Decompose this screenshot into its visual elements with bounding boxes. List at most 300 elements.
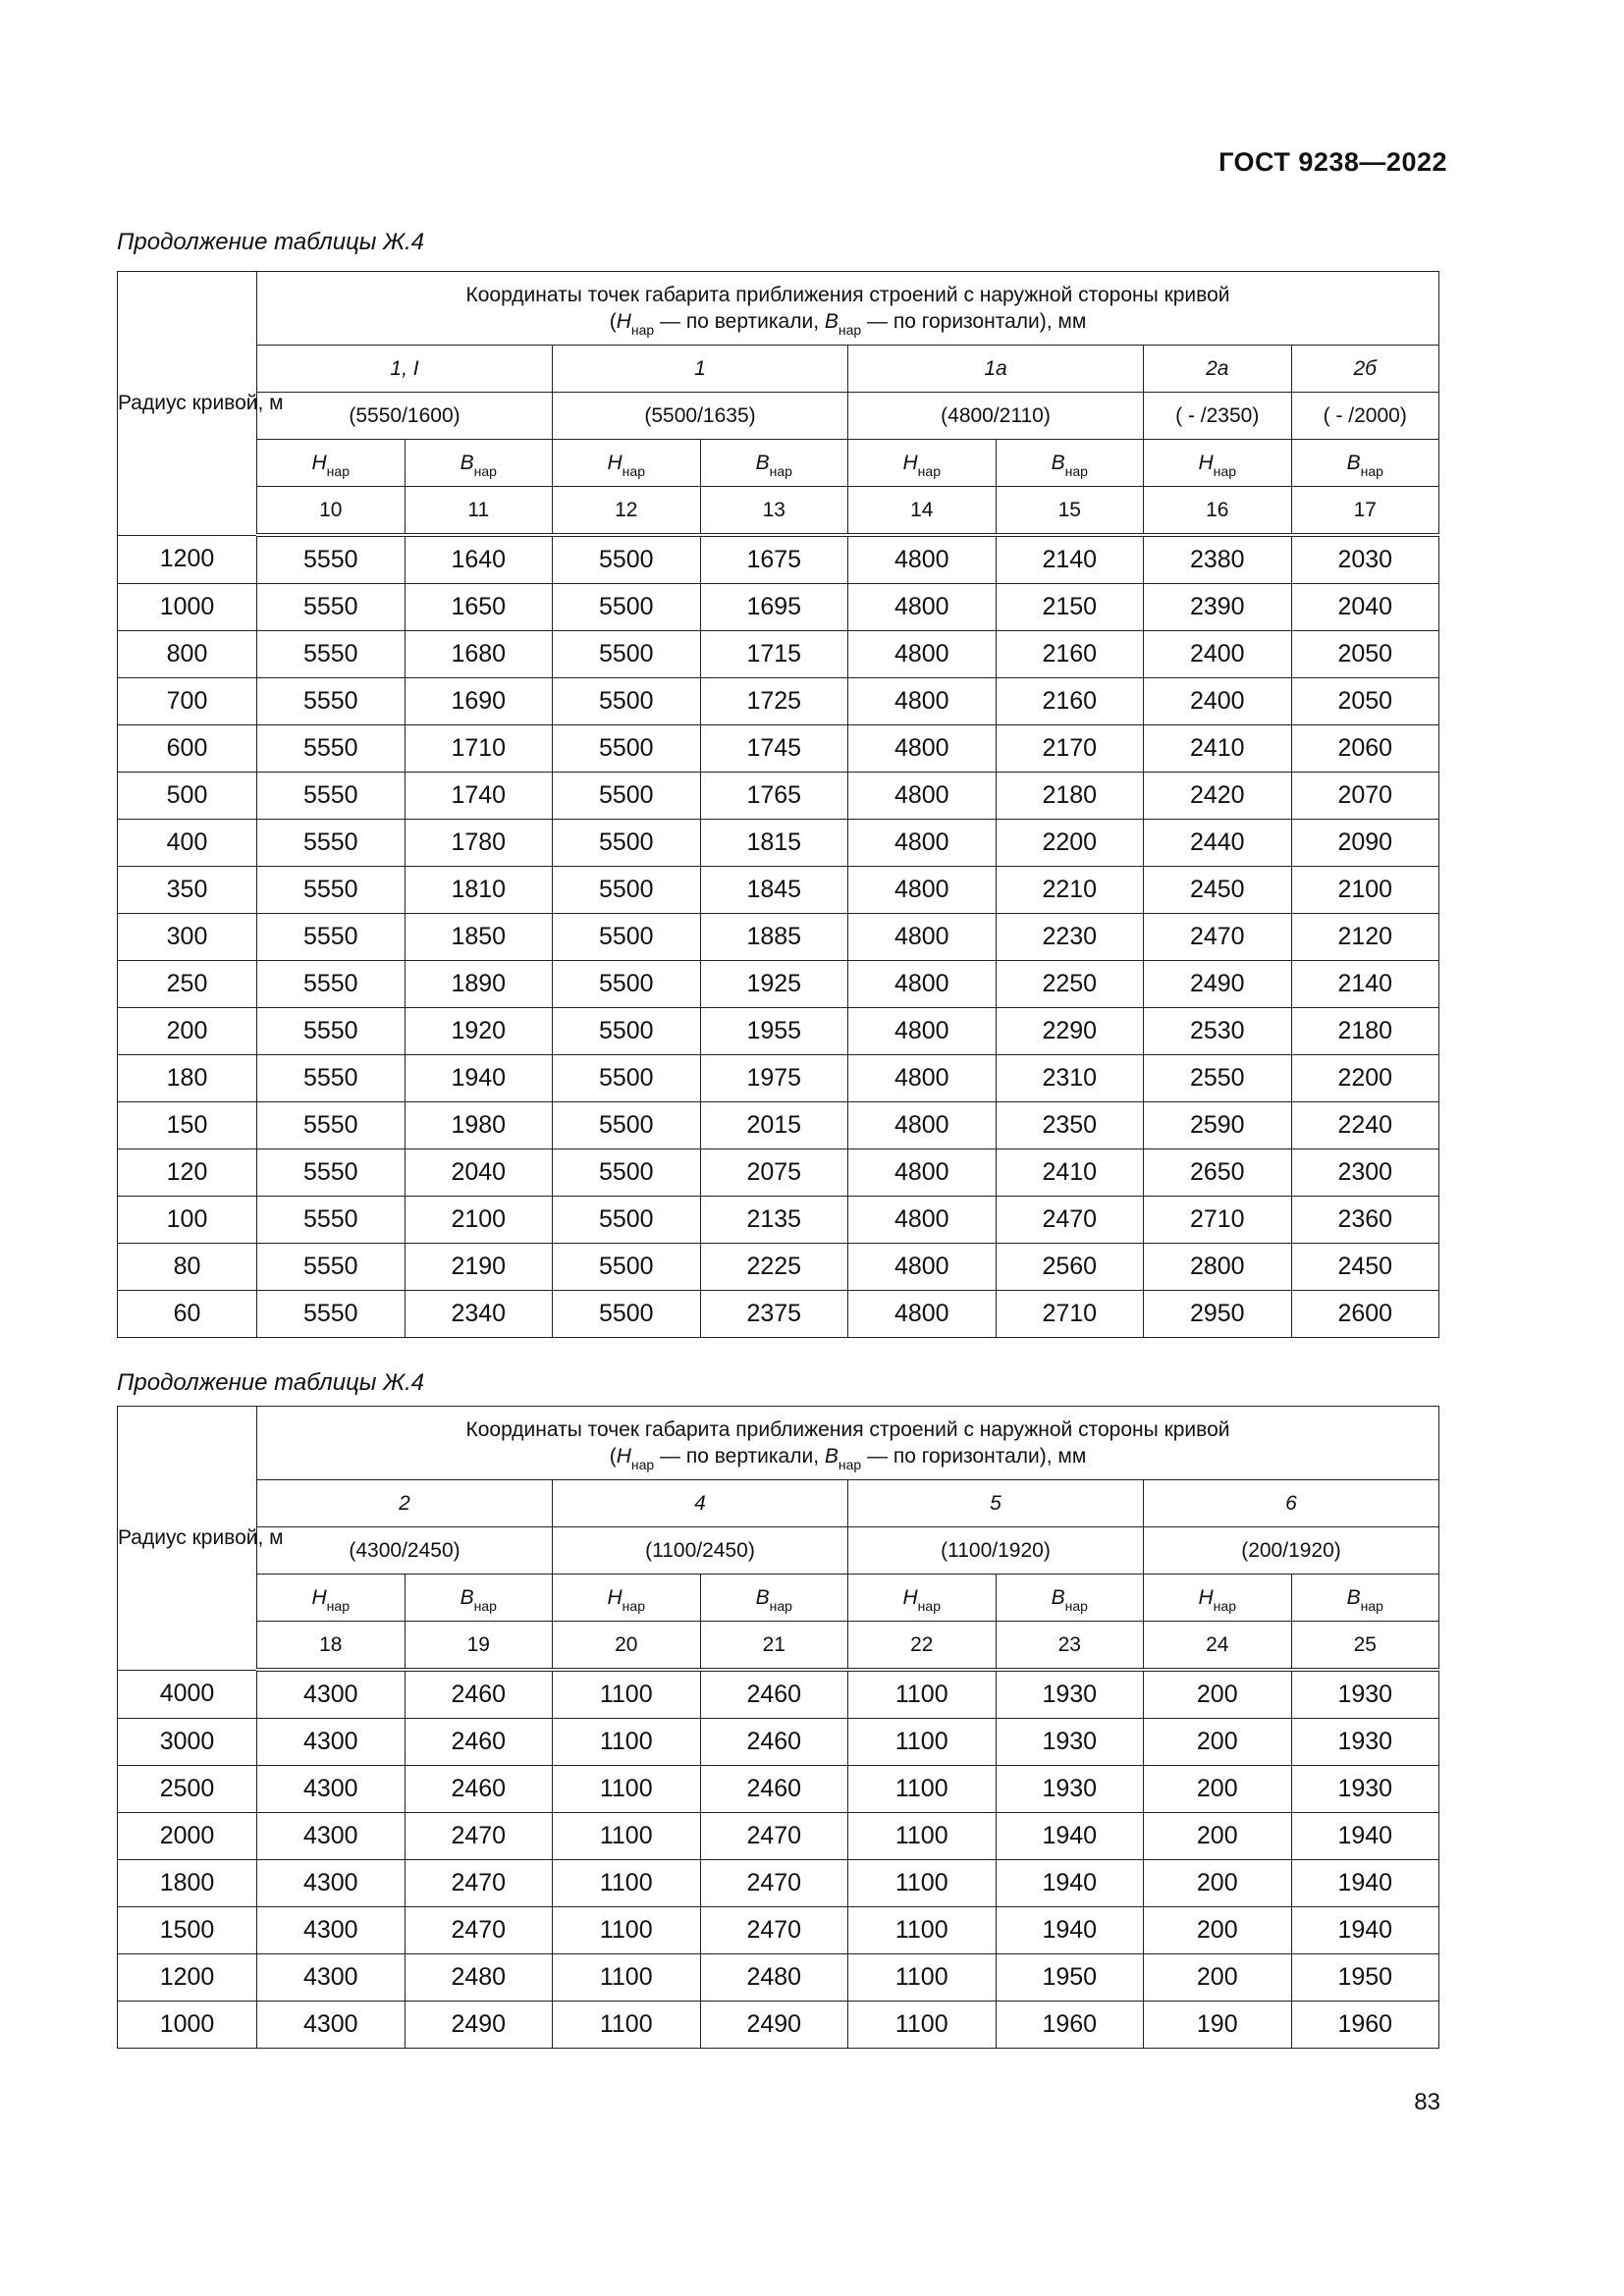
value-cell: 2160: [996, 631, 1144, 678]
value-cell: 1930: [996, 1766, 1144, 1813]
value-cell: 200: [1144, 1670, 1292, 1719]
value-cell: 1845: [700, 867, 848, 914]
value-cell: 2225: [700, 1244, 848, 1291]
value-cell: 1930: [1291, 1670, 1439, 1719]
value-cell: 2480: [700, 1954, 848, 2002]
value-cell: 4800: [848, 1102, 997, 1149]
radius-cell: 500: [118, 773, 257, 820]
table-row: [118, 1291, 1439, 1338]
group-parameters: (4800/2110): [848, 393, 1144, 440]
coordinate-symbol-cell: [1144, 440, 1292, 487]
group-label: 1: [553, 346, 848, 393]
value-cell: 5550: [257, 1008, 406, 1055]
subscript: нар: [473, 462, 497, 479]
header-row: [118, 393, 1439, 440]
value-cell: 1680: [405, 631, 553, 678]
value-cell: 5500: [553, 1102, 701, 1149]
value-cell: 4300: [257, 1766, 406, 1813]
value-cell: 2710: [996, 1291, 1144, 1338]
value-cell: 4300: [257, 1719, 406, 1766]
value-cell: 2800: [1144, 1244, 1292, 1291]
group-parameters: ( - /2000): [1291, 393, 1439, 440]
table-title-line: Координаты точек габарита приближения строений с наружной стороны кривой: [465, 284, 1230, 306]
value-cell: 2140: [1291, 961, 1439, 1008]
value-cell: 2470: [700, 1813, 848, 1860]
title-text: — по вертикали,: [654, 1445, 825, 1468]
table-row: [118, 2002, 1439, 2049]
header-row: [118, 1527, 1439, 1575]
value-cell: 1980: [405, 1102, 553, 1149]
column-number: 15: [996, 487, 1144, 536]
value-cell: 2170: [996, 725, 1144, 773]
coordinate-symbol-cell: [405, 440, 553, 487]
value-cell: 4800: [848, 631, 997, 678]
value-cell: 1100: [553, 2002, 701, 2049]
table-title-cell: [257, 272, 1439, 346]
value-cell: 5500: [553, 725, 701, 773]
radius-cell: 3000: [118, 1719, 257, 1766]
value-cell: 5500: [553, 820, 701, 867]
value-cell: 2040: [405, 1149, 553, 1197]
table-row: [118, 678, 1439, 725]
coordinate-symbol-cell: [1291, 1575, 1439, 1622]
table-row: [118, 1244, 1439, 1291]
table-row: [118, 1670, 1439, 1719]
value-cell: 1740: [405, 773, 553, 820]
value-cell: 1850: [405, 914, 553, 961]
coordinate-symbol: H: [1198, 1585, 1214, 1609]
value-cell: 2230: [996, 914, 1144, 961]
value-cell: 5500: [553, 1291, 701, 1338]
column-number: 25: [1291, 1622, 1439, 1671]
value-cell: 1745: [700, 725, 848, 773]
value-cell: 2440: [1144, 820, 1292, 867]
title-text: — по вертикали,: [654, 310, 825, 333]
value-cell: 4800: [848, 961, 997, 1008]
subscript: нар: [917, 1597, 941, 1614]
value-cell: 1100: [848, 1813, 997, 1860]
value-cell: 200: [1144, 1907, 1292, 1954]
value-cell: 2030: [1291, 535, 1439, 584]
column-number: 14: [848, 487, 997, 536]
coordinate-symbol-cell: [257, 440, 406, 487]
value-cell: 5500: [553, 1149, 701, 1197]
radius-cell: 1800: [118, 1860, 257, 1907]
value-cell: 1100: [848, 1670, 997, 1719]
value-cell: 4300: [257, 2002, 406, 2049]
value-cell: 200: [1144, 1766, 1292, 1813]
value-cell: 2450: [1291, 1244, 1439, 1291]
coordinate-symbol: B: [460, 451, 474, 474]
value-cell: 1100: [848, 1954, 997, 2002]
value-cell: 5500: [553, 1008, 701, 1055]
value-cell: 2310: [996, 1055, 1144, 1102]
value-cell: 1100: [848, 2002, 997, 2049]
group-label: 1, I: [257, 346, 553, 393]
radius-column-header: Радиус кривой, м: [118, 1407, 257, 1671]
coordinate-symbol: B: [1051, 451, 1065, 474]
value-cell: 2460: [700, 1719, 848, 1766]
radius-cell: 80: [118, 1244, 257, 1291]
value-cell: 2180: [1291, 1008, 1439, 1055]
value-cell: 2470: [1144, 914, 1292, 961]
group-label: 6: [1144, 1480, 1439, 1527]
value-cell: 1100: [553, 1719, 701, 1766]
coordinate-symbol: H: [311, 451, 327, 474]
value-cell: 1930: [996, 1670, 1144, 1719]
table-row: [118, 961, 1439, 1008]
value-cell: 5550: [257, 1244, 406, 1291]
value-cell: 5550: [257, 867, 406, 914]
radius-cell: 300: [118, 914, 257, 961]
value-cell: 1960: [1291, 2002, 1439, 2049]
title-text: (: [609, 310, 617, 333]
radius-cell: 700: [118, 678, 257, 725]
subscript: нар: [630, 1457, 655, 1473]
table-row: [118, 1719, 1439, 1766]
group-parameters: (5500/1635): [553, 393, 848, 440]
value-cell: 2140: [996, 535, 1144, 584]
subscript: нар: [630, 322, 655, 339]
value-cell: 2410: [996, 1149, 1144, 1197]
radius-cell: 60: [118, 1291, 257, 1338]
value-cell: 1100: [553, 1954, 701, 2002]
coordinate-symbol-cell: [996, 1575, 1144, 1622]
radius-cell: 100: [118, 1197, 257, 1244]
table-row: [118, 1766, 1439, 1813]
value-cell: 1765: [700, 773, 848, 820]
value-cell: 2240: [1291, 1102, 1439, 1149]
value-cell: 200: [1144, 1719, 1292, 1766]
group-label: 2: [257, 1480, 553, 1527]
group-parameters: (4300/2450): [257, 1527, 553, 1575]
coordinate-symbol: H: [311, 1585, 327, 1609]
value-cell: 2530: [1144, 1008, 1292, 1055]
coordinate-symbol-cell: [996, 440, 1144, 487]
value-cell: 5550: [257, 631, 406, 678]
value-cell: 4800: [848, 820, 997, 867]
radius-cell: 1200: [118, 535, 257, 584]
value-cell: 4800: [848, 1008, 997, 1055]
header-row: [118, 1407, 1439, 1480]
group-parameters: ( - /2350): [1144, 393, 1292, 440]
header-row: [118, 1622, 1439, 1671]
title-text: — по горизонтали), мм: [861, 310, 1087, 333]
value-cell: 1930: [1291, 1719, 1439, 1766]
value-cell: 2550: [1144, 1055, 1292, 1102]
subscript: нар: [1213, 462, 1236, 479]
coordinate-symbol-cell: [700, 1575, 848, 1622]
column-number: 13: [700, 487, 848, 536]
b-symbol: B: [824, 310, 839, 333]
table-row: [118, 820, 1439, 867]
coordinate-symbol: B: [1051, 1585, 1065, 1609]
table-row: [118, 1907, 1439, 1954]
value-cell: 5550: [257, 1055, 406, 1102]
value-cell: 190: [1144, 2002, 1292, 2049]
value-cell: 1100: [553, 1670, 701, 1719]
value-cell: 1940: [1291, 1907, 1439, 1954]
clearance-table: [117, 1406, 1439, 2049]
group-parameters: (5550/1600): [257, 393, 553, 440]
value-cell: 4800: [848, 1149, 997, 1197]
value-cell: 1940: [996, 1860, 1144, 1907]
value-cell: 2340: [405, 1291, 553, 1338]
header-row: [118, 1575, 1439, 1622]
column-number: 24: [1144, 1622, 1292, 1671]
subscript: нар: [1360, 1597, 1383, 1614]
coordinate-symbol: H: [607, 1585, 623, 1609]
value-cell: 2380: [1144, 535, 1292, 584]
subscript: нар: [622, 462, 645, 479]
subscript: нар: [473, 1597, 497, 1614]
table-row: [118, 1149, 1439, 1197]
value-cell: 5500: [553, 773, 701, 820]
radius-cell: 1000: [118, 584, 257, 631]
header-row: [118, 1480, 1439, 1527]
title-text: (: [609, 1445, 617, 1468]
value-cell: 5500: [553, 1197, 701, 1244]
subscript: нар: [622, 1597, 645, 1614]
coordinate-symbol: H: [1198, 451, 1214, 474]
value-cell: 2090: [1291, 820, 1439, 867]
value-cell: 1950: [1291, 1954, 1439, 2002]
subscript: нар: [769, 462, 792, 479]
subscript: нар: [1064, 1597, 1088, 1614]
value-cell: 5500: [553, 584, 701, 631]
value-cell: 2490: [1144, 961, 1292, 1008]
column-number: 12: [553, 487, 701, 536]
value-cell: 2470: [405, 1860, 553, 1907]
radius-cell: 1200: [118, 1954, 257, 2002]
value-cell: 1815: [700, 820, 848, 867]
value-cell: 2420: [1144, 773, 1292, 820]
value-cell: 4800: [848, 1055, 997, 1102]
value-cell: 2460: [405, 1670, 553, 1719]
coordinate-symbol: B: [1346, 1585, 1361, 1609]
table-row: [118, 1102, 1439, 1149]
table-row: [118, 631, 1439, 678]
coordinate-symbol-cell: [553, 440, 701, 487]
value-cell: 1710: [405, 725, 553, 773]
coordinate-symbol: B: [1346, 451, 1361, 474]
value-cell: 1725: [700, 678, 848, 725]
value-cell: 1650: [405, 584, 553, 631]
value-cell: 5500: [553, 535, 701, 584]
group-label: 2б: [1291, 346, 1439, 393]
value-cell: 1100: [848, 1719, 997, 1766]
column-number: 23: [996, 1622, 1144, 1671]
value-cell: 2490: [405, 2002, 553, 2049]
value-cell: 2400: [1144, 678, 1292, 725]
table-caption: Продолжение таблицы Ж.4: [117, 1369, 425, 1396]
value-cell: 1960: [996, 2002, 1144, 2049]
value-cell: 5500: [553, 867, 701, 914]
radius-cell: 2000: [118, 1813, 257, 1860]
value-cell: 4800: [848, 1244, 997, 1291]
value-cell: 2300: [1291, 1149, 1439, 1197]
radius-cell: 1000: [118, 2002, 257, 2049]
coordinate-symbol-cell: [257, 1575, 406, 1622]
group-parameters: (1100/1920): [848, 1527, 1144, 1575]
table-row: [118, 1813, 1439, 1860]
radius-cell: 2500: [118, 1766, 257, 1813]
coordinate-symbol: B: [755, 1585, 770, 1609]
value-cell: 2470: [700, 1860, 848, 1907]
value-cell: 2290: [996, 1008, 1144, 1055]
value-cell: 2650: [1144, 1149, 1292, 1197]
radius-cell: 600: [118, 725, 257, 773]
subscript: нар: [1213, 1597, 1236, 1614]
value-cell: 2250: [996, 961, 1144, 1008]
column-number: 10: [257, 487, 406, 536]
value-cell: 2470: [700, 1907, 848, 1954]
b-symbol: B: [824, 1445, 839, 1468]
value-cell: 200: [1144, 1813, 1292, 1860]
value-cell: 1955: [700, 1008, 848, 1055]
value-cell: 2070: [1291, 773, 1439, 820]
value-cell: 1100: [848, 1907, 997, 1954]
group-parameters: (1100/2450): [553, 1527, 848, 1575]
value-cell: 5500: [553, 631, 701, 678]
value-cell: 2200: [996, 820, 1144, 867]
value-cell: 1810: [405, 867, 553, 914]
title-text: — по горизонтали), мм: [861, 1445, 1087, 1468]
value-cell: 2390: [1144, 584, 1292, 631]
value-cell: 1940: [1291, 1813, 1439, 1860]
value-cell: 1930: [1291, 1766, 1439, 1813]
value-cell: 5500: [553, 1055, 701, 1102]
radius-cell: 150: [118, 1102, 257, 1149]
value-cell: 2060: [1291, 725, 1439, 773]
table-title-line: [257, 308, 1438, 339]
radius-cell: 1500: [118, 1907, 257, 1954]
value-cell: 2460: [405, 1766, 553, 1813]
table-row: [118, 1197, 1439, 1244]
value-cell: 4300: [257, 1907, 406, 1954]
coordinate-symbol: H: [902, 1585, 918, 1609]
value-cell: 1715: [700, 631, 848, 678]
value-cell: 5550: [257, 535, 406, 584]
value-cell: 5550: [257, 678, 406, 725]
value-cell: 2460: [405, 1719, 553, 1766]
header-row: [118, 346, 1439, 393]
value-cell: 2210: [996, 867, 1144, 914]
group-parameters: (200/1920): [1144, 1527, 1439, 1575]
coordinate-symbol-cell: [553, 1575, 701, 1622]
table-row: [118, 1055, 1439, 1102]
value-cell: 2470: [405, 1907, 553, 1954]
value-cell: 2375: [700, 1291, 848, 1338]
value-cell: 2100: [405, 1197, 553, 1244]
value-cell: 5550: [257, 773, 406, 820]
value-cell: 4800: [848, 867, 997, 914]
value-cell: 5500: [553, 961, 701, 1008]
value-cell: 1695: [700, 584, 848, 631]
value-cell: 5550: [257, 820, 406, 867]
value-cell: 1940: [1291, 1860, 1439, 1907]
value-cell: 1890: [405, 961, 553, 1008]
value-cell: 200: [1144, 1860, 1292, 1907]
header-row: [118, 487, 1439, 536]
column-number: 18: [257, 1622, 406, 1671]
coordinate-symbol-cell: [1144, 1575, 1292, 1622]
value-cell: 5550: [257, 584, 406, 631]
value-cell: 2410: [1144, 725, 1292, 773]
radius-cell: 250: [118, 961, 257, 1008]
column-number: 11: [405, 487, 553, 536]
subscript: нар: [838, 1457, 862, 1473]
group-label: 5: [848, 1480, 1144, 1527]
table-title-cell: [257, 1407, 1439, 1480]
value-cell: 5550: [257, 1102, 406, 1149]
coordinate-symbol-cell: [848, 1575, 997, 1622]
value-cell: 1940: [996, 1907, 1144, 1954]
subscript: нар: [838, 322, 862, 339]
column-number: 16: [1144, 487, 1292, 536]
table-row: [118, 867, 1439, 914]
value-cell: 4800: [848, 725, 997, 773]
value-cell: 5550: [257, 961, 406, 1008]
table-caption: Продолжение таблицы Ж.4: [117, 229, 425, 255]
value-cell: 2470: [996, 1197, 1144, 1244]
value-cell: 5550: [257, 1197, 406, 1244]
value-cell: 5500: [553, 1244, 701, 1291]
value-cell: 4800: [848, 773, 997, 820]
value-cell: 2050: [1291, 678, 1439, 725]
table-row: [118, 1860, 1439, 1907]
column-number: 20: [553, 1622, 701, 1671]
value-cell: 1640: [405, 535, 553, 584]
subscript: нар: [1064, 462, 1088, 479]
coordinate-symbol-cell: [700, 440, 848, 487]
radius-column-header: Радиус кривой, м: [118, 272, 257, 536]
value-cell: 200: [1144, 1954, 1292, 2002]
value-cell: 1100: [553, 1860, 701, 1907]
radius-cell: 4000: [118, 1670, 257, 1719]
value-cell: 2450: [1144, 867, 1292, 914]
value-cell: 2015: [700, 1102, 848, 1149]
column-number: 22: [848, 1622, 997, 1671]
value-cell: 4300: [257, 1954, 406, 2002]
value-cell: 4300: [257, 1670, 406, 1719]
table-row: [118, 773, 1439, 820]
header-row: [118, 272, 1439, 346]
table-row: [118, 584, 1439, 631]
value-cell: 2050: [1291, 631, 1439, 678]
value-cell: 1100: [848, 1766, 997, 1813]
value-cell: 2560: [996, 1244, 1144, 1291]
radius-cell: 350: [118, 867, 257, 914]
table-row: [118, 914, 1439, 961]
value-cell: 2200: [1291, 1055, 1439, 1102]
table-row: [118, 1008, 1439, 1055]
value-cell: 2100: [1291, 867, 1439, 914]
value-cell: 4800: [848, 1291, 997, 1338]
value-cell: 2360: [1291, 1197, 1439, 1244]
subscript: нар: [1360, 462, 1383, 479]
value-cell: 1930: [996, 1719, 1144, 1766]
subscript: нар: [769, 1597, 792, 1614]
radius-cell: 200: [118, 1008, 257, 1055]
table-title-line: Координаты точек габарита приближения строений с наружной стороны кривой: [465, 1418, 1230, 1441]
value-cell: 1100: [553, 1813, 701, 1860]
value-cell: 1100: [848, 1860, 997, 1907]
coordinate-symbol: B: [755, 451, 770, 474]
coordinate-symbol-cell: [848, 440, 997, 487]
value-cell: 2350: [996, 1102, 1144, 1149]
value-cell: 1100: [553, 1907, 701, 1954]
